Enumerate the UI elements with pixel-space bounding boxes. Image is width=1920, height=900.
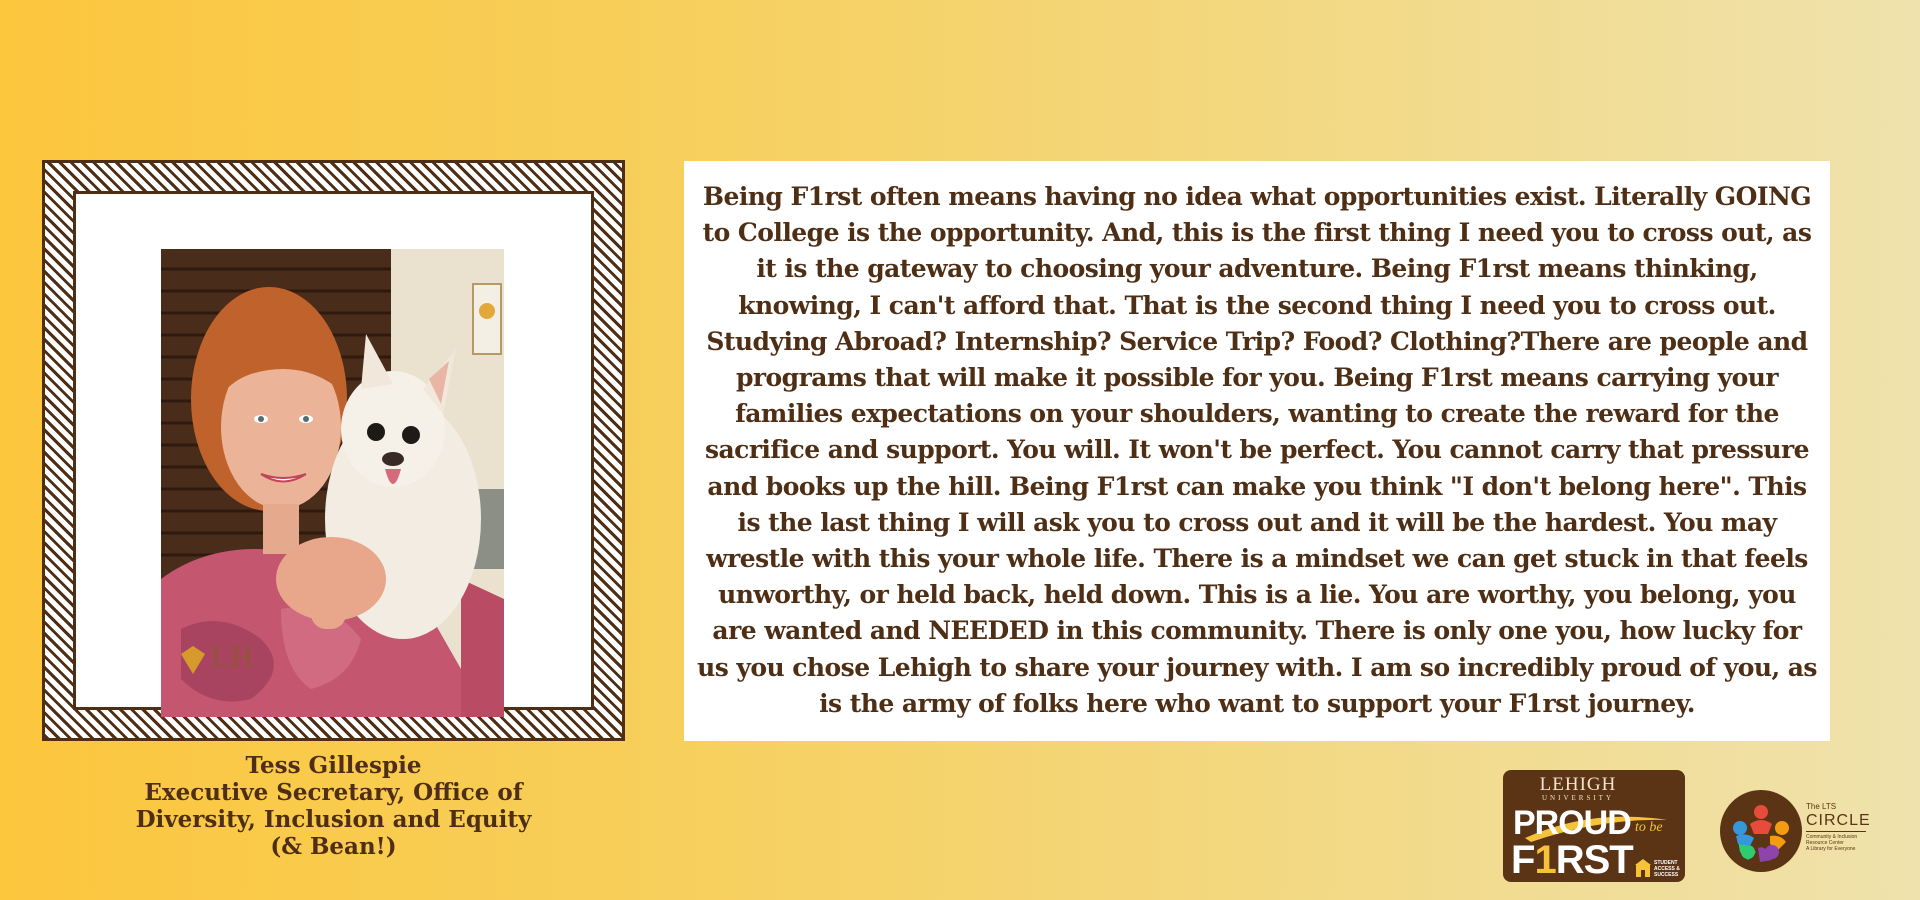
- profile-name: Tess Gillespie: [245, 752, 422, 779]
- proud-first-logo: [1503, 770, 1685, 882]
- logo-divider: [1806, 831, 1866, 832]
- lehigh-wordmark: LEHIGH: [1539, 774, 1617, 795]
- lehigh-subtitle: UNIVERSITY: [1542, 794, 1614, 802]
- profile-photo: [161, 249, 504, 717]
- profile-caption: [42, 752, 625, 860]
- building-icon: [1634, 858, 1652, 878]
- quote-box: [684, 161, 1830, 741]
- to-be-word: to be: [1635, 820, 1663, 835]
- profile-title-line-2: Diversity, Inclusion and Equity: [135, 806, 532, 833]
- circle-subtitle: Community & Inclusion Resource Center A Library for Everyone: [1806, 834, 1858, 852]
- logo-tagline: STUDENT ACCESS & SUCCESS: [1654, 860, 1680, 878]
- people-circle-icon: [1720, 790, 1802, 872]
- profile-title-line-1: Executive Secretary, Office of: [144, 779, 523, 806]
- first-word: F1RST: [1511, 838, 1633, 882]
- svg-text:LH: LH: [211, 638, 254, 674]
- circle-badge: [1720, 790, 1802, 872]
- lts-prefix: The LTS: [1806, 802, 1837, 811]
- circle-name: CIRCLE: [1806, 812, 1871, 829]
- photo-mat: [73, 191, 594, 710]
- proud-word: PROUD: [1513, 804, 1631, 842]
- photo-frame: [42, 160, 625, 741]
- lts-circle-logo: [1720, 788, 1870, 874]
- profile-note: (& Bean!): [270, 833, 397, 860]
- quote-text: Being F1rst often means having no idea what opportunities exist. Literally GOING to College is the opportunity. And, this is the first thing I need you to cross out, as it is the gateway to choosing your adventure. Being F1rst means thinking, knowing, I can't afford that. That is the second thing I need you to cross out. Studying Abroad? Internship? Service Trip? Food? Clothing?There are people and programs that will make it possible for you. Being F1rst means carrying your families expectations on your shoulders, wanting to create the reward for the sacrifice and support. You will. It won't be perfect. You cannot carry that pressure and books up the hill. Being F1rst can make you think "I don't belong here". This is the last thing I will ask you to cross out and it will be the hardest. You may wrestle with this your whole life. There is a mindset we can get stuck in that feels unworthy, or held back, held down. This is a lie. You are worthy, you belong, you are wanted and NEEDED in this community. There is only one you, how lucky for us you chose Lehigh to share your journey with. I am so incredibly proud of you, as is the army of folks here who want to support your F1rst journey.: [697, 182, 1817, 718]
